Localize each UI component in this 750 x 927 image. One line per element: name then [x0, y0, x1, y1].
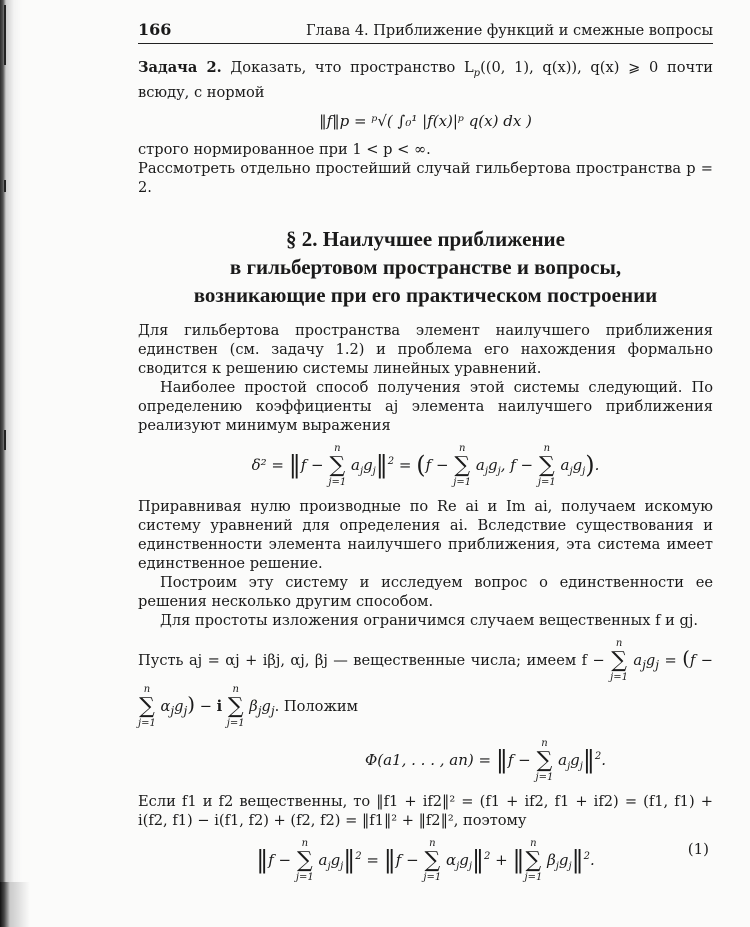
- page-number: 166: [138, 20, 172, 39]
- running-title: Глава 4. Приближение функций и смежные вопросы: [305, 23, 713, 39]
- running-header: [138, 20, 713, 44]
- equation-number: (1): [687, 839, 709, 858]
- equation-1: ‖f − n ∑ j=1 $a_jg_j‖^2$ = ‖f − n ∑ j=1 $\alpha_jg_j‖^2$ + ‖ n ∑ j=1 $\beta_jg_j‖^2$. (1): [256, 837, 709, 883]
- norm-formula: ‖f‖p = ᵖ√( ∫₀¹ |f(x)|ᵖ q(x) dx ): [319, 111, 532, 130]
- paragraph-7: Если f1 и f2 вещественны, то ‖f1 + if2‖² = (f1 + if2, f1 + if2) = (f1, f1) + i(f2, f1) − i(f1, f2) + (f2, f2) = ‖f1‖² + ‖f2‖², поэтому: [138, 792, 713, 829]
- task-note: Рассмотреть отдельно простейший случай гильбертова пространства p = 2.: [138, 159, 713, 196]
- paragraph-6: Пусть aj = αj + iβj, αj, βj — вещественные числа; имеем f − n ∑ j=1 $a_jg_j = (f$ − n ∑ j=1 $\alpha_jg_j) - i$ n ∑ j=1 $\beta_jg_j$. Положим: [138, 637, 714, 729]
- task-after: строго нормированное при 1 < p < ∞.: [138, 140, 431, 158]
- paragraph-1: Для гильбертова пространства элемент наилучшего приближения единствен (см. задачу 1.2) и проблема его нахождения формально сводится к решению системы линейных уравнений.: [138, 321, 713, 377]
- paragraph-5: Для простоты изложения ограничимся случаем вещественных f и gj.: [160, 611, 698, 629]
- scan-edge: [0, 0, 22, 927]
- task-text: Доказать, что пространство $L_p((0$, 1), q(x)), q(x) ⩾ 0 почти всюду, с нормой: [138, 59, 714, 101]
- paragraph-2: Наиболее простой способ получения этой системы следующий. По определению коэффициенты aj элемента наилучшего приближения реализуют минимум выражения: [138, 378, 713, 434]
- paragraph-3: Приравнивая нулю производные по Re ai и Im ai, получаем искомую систему уравнений для определения ai. Вследствие существования и единственности элемента наилучшего приближения, эта система имеет единственное решение.: [138, 497, 713, 572]
- phi-formula: Φ(a1, . . . , an) = ‖f − n ∑ j=1 $a_jg_j‖^2$.: [364, 737, 607, 783]
- page-content: [138, 20, 713, 892]
- section-heading: § 2. Наилучшее приближение в гильбертовом пространстве и вопросы, возникающие при его практическом построении: [193, 226, 658, 307]
- paragraph-4: Построим эту систему и исследуем вопрос о единственности ее решения несколько другим способом.: [138, 573, 713, 610]
- delta-formula: δ² = ‖f − n ∑ j=1 $a_jg_j‖^2 = (f$ − n ∑ j=1 $a_jg_j$, f − n ∑ j=1 $a_jg_j$).: [251, 442, 600, 488]
- scan-shadow: [0, 882, 40, 927]
- task-label: Задача 2.: [138, 59, 222, 76]
- task-2: [138, 58, 713, 102]
